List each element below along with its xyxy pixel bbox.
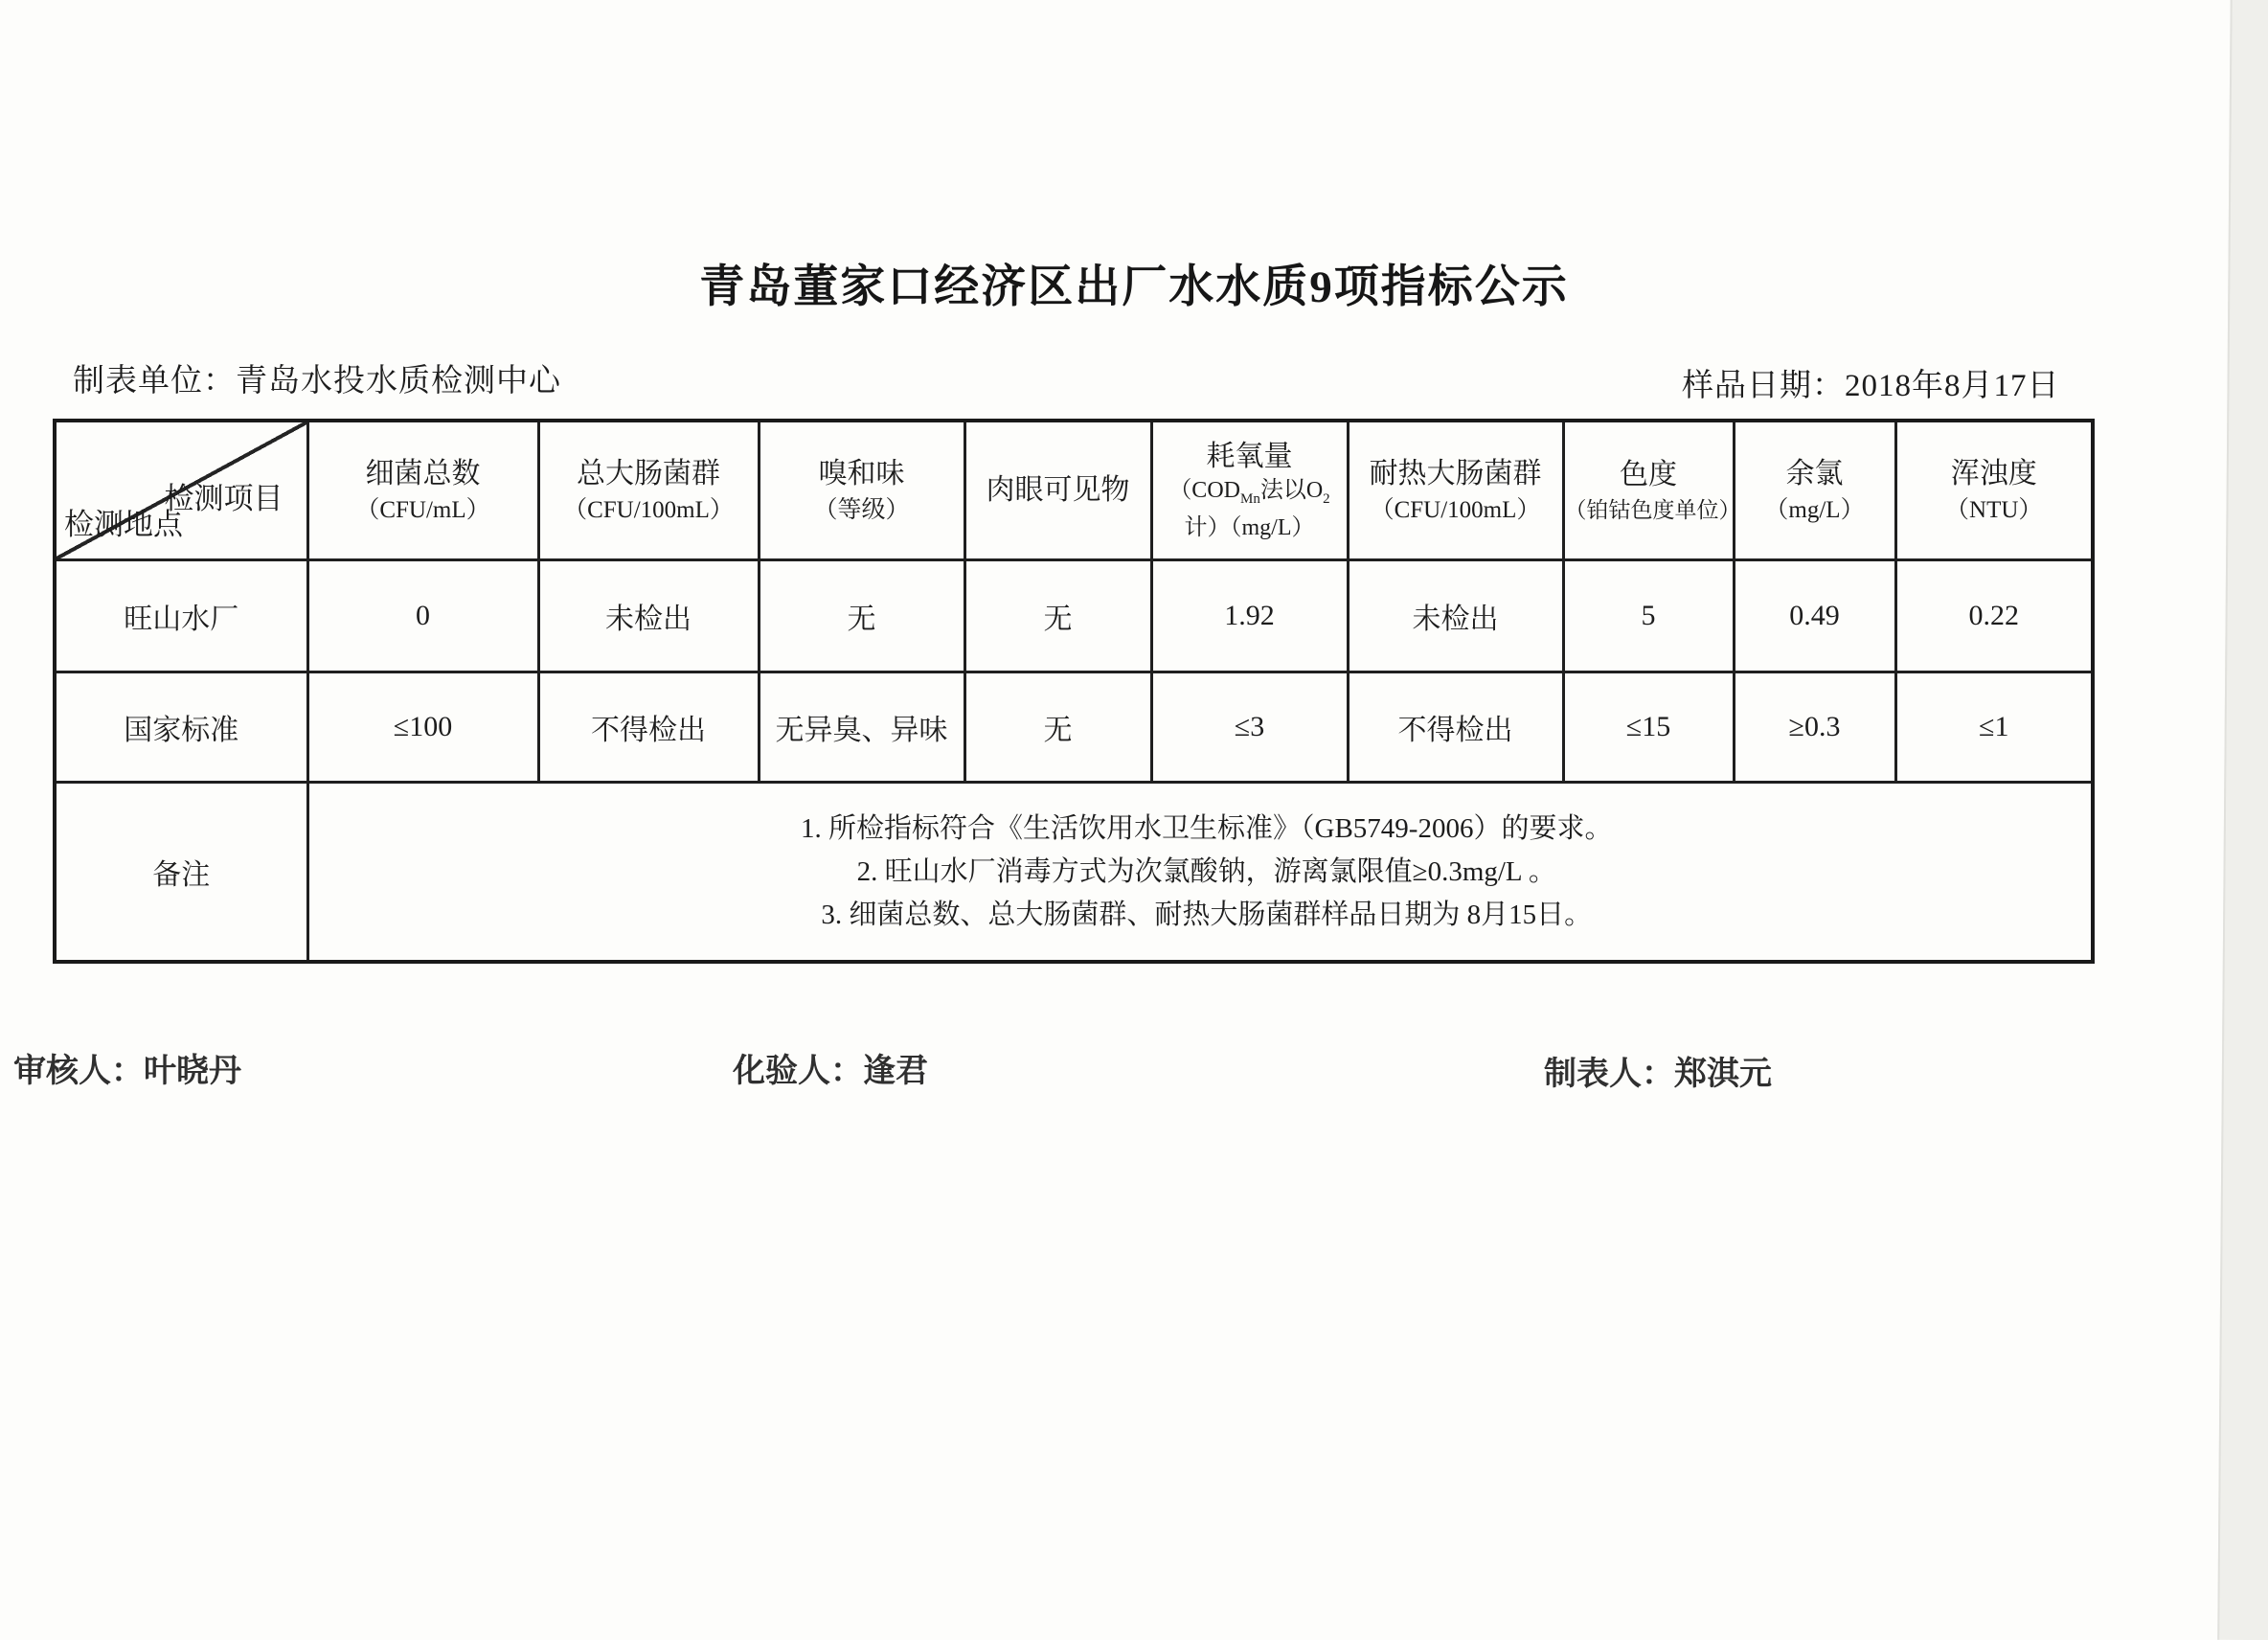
tester-name: 化验人：逢君 <box>733 1053 928 1089</box>
maker-unit-line: 制表单位：青岛水投水质检测中心 <box>73 364 561 399</box>
table-cell: 无 <box>964 560 1151 672</box>
page-title: 青岛董家口经济区出厂水水质9项指标公示 <box>699 262 1569 312</box>
sample-date-line: 样品日期：2018年8月17日 <box>1682 369 2060 403</box>
remark-line-2: 2. 旺山水厂消毒方式为次氯酸钠，游离氯限值≥0.3mg/L 。 <box>856 855 1556 887</box>
corner-cell <box>55 421 307 560</box>
table-cell: 不得检出 <box>538 672 759 783</box>
table-cell: 0.49 <box>1734 560 1895 672</box>
remark-line-3: 3. 细菌总数、总大肠菌群、耐热大肠菌群样品日期为 8月15日。 <box>821 899 1593 930</box>
remarks-label: 备注 <box>55 783 307 963</box>
header-visible-matter: 肉眼可见物 <box>964 421 1151 560</box>
cod-unit-line-2: 计）（mg/L） <box>1184 515 1315 541</box>
table-cell: ≤100 <box>307 672 538 783</box>
remark-line-1: 1. 所检指标符合《生活饮用水卫生标准》（GB5749-2006）的要求。 <box>801 812 1613 844</box>
table-cell: 未检出 <box>538 560 759 672</box>
table-row-remarks <box>55 783 2093 963</box>
table-row-national-standard <box>55 672 2093 783</box>
table-cell: 0 <box>307 560 538 672</box>
header-bacteria-total: 细菌总数 （CFU/mL） <box>307 421 538 560</box>
table-cell: 无 <box>964 672 1151 783</box>
remarks-content <box>307 783 2093 963</box>
header-chroma: 色度 （铂钴色度单位） <box>1563 421 1734 560</box>
water-quality-table <box>53 419 2095 964</box>
table-cell: ≤1 <box>1895 672 2093 783</box>
table-cell: 1.92 <box>1151 560 1348 672</box>
cod-unit-line-1: （$COD_{Mn}$法以$O_2$ <box>1168 477 1330 507</box>
corner-label-test-item: 检测项目 <box>164 482 284 515</box>
table-cell: 未检出 <box>1348 560 1563 672</box>
signature-line <box>0 1044 2268 1092</box>
header-turbidity: 浑浊度 （NTU） <box>1895 421 2093 560</box>
reviewer-name: 审核人：叶晓丹 <box>13 1053 241 1089</box>
header-thermotolerant-coliform: 耐热大肠菌群 （CFU/100mL） <box>1348 421 1563 560</box>
row-label-wangshan-plant: 旺山水厂 <box>55 560 307 672</box>
header-residual-chlorine: 余氯 （mg/L） <box>1734 421 1895 560</box>
header-cod: 耗氧量 （$COD_{Mn}$法以$O_2$ 计）（mg/L） <box>1151 421 1348 560</box>
table-cell: 无 <box>759 560 964 672</box>
table-cell: ≤3 <box>1151 672 1348 783</box>
row-label-national-standard: 国家标准 <box>55 672 307 783</box>
scan-edge-shadow <box>2217 0 2268 1640</box>
table-header-row <box>55 421 2093 560</box>
preparer-name: 制表人：郑淇元 <box>1544 1056 1772 1092</box>
table-cell: 5 <box>1563 560 1734 672</box>
table-cell: 不得检出 <box>1348 672 1563 783</box>
header-odor: 嗅和味 （等级） <box>759 421 964 560</box>
table-cell: 无异臭、异味 <box>759 672 964 783</box>
table-cell: 0.22 <box>1895 560 2093 672</box>
header-total-coliform: 总大肠菌群 （CFU/100mL） <box>538 421 759 560</box>
table-cell: ≥0.3 <box>1734 672 1895 783</box>
table-row-wangshan-plant <box>55 560 2093 672</box>
table-cell: ≤15 <box>1563 672 1734 783</box>
corner-label-test-location: 检测地点 <box>64 508 183 541</box>
